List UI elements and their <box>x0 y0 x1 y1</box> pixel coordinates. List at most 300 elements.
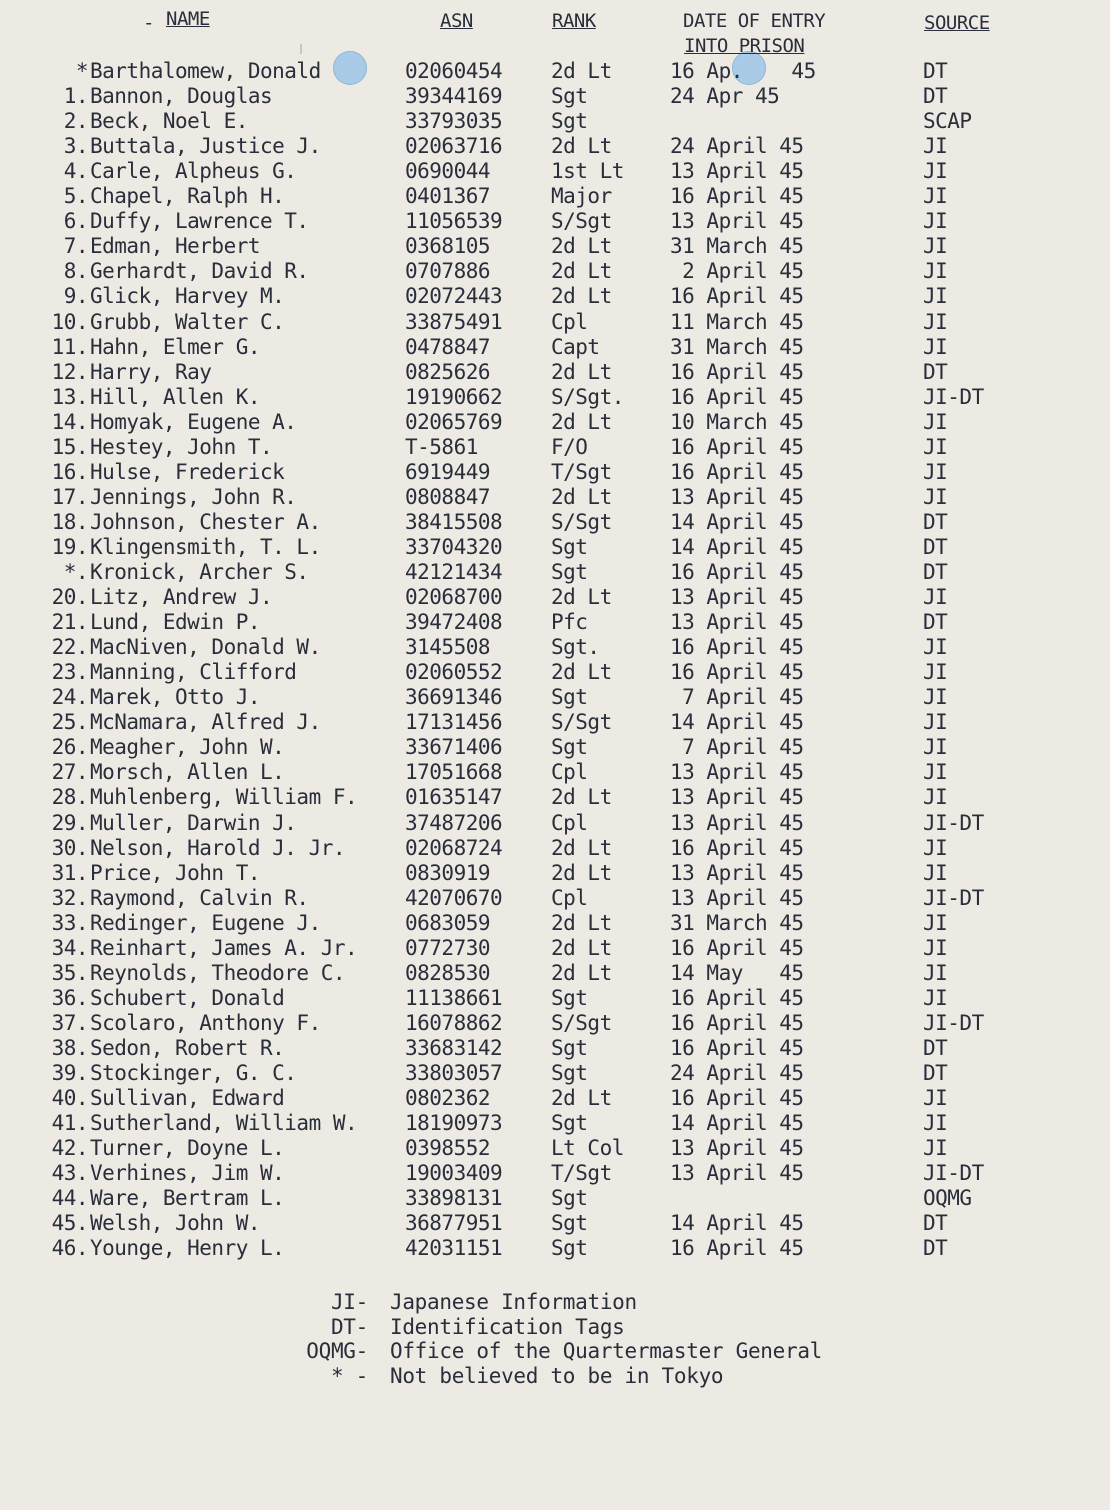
row-rank: S/Sgt <box>551 510 612 534</box>
row-date: 13 April 45 <box>670 760 804 784</box>
row-asn: 33683142 <box>405 1036 503 1060</box>
row-name: Hill, Allen K. <box>90 385 261 409</box>
row-date: 7 April 45 <box>670 735 804 759</box>
row-date: 13 April 45 <box>670 1136 804 1160</box>
row-date: 16 April 45 <box>670 660 804 684</box>
row-name: Harry, Ray <box>90 360 212 384</box>
row-asn: 19190662 <box>405 385 503 409</box>
row-source: JI <box>923 310 948 334</box>
row-number: 15. <box>51 435 88 459</box>
row-number: 32. <box>51 886 88 910</box>
row-date: 16 April 45 <box>670 184 804 208</box>
row-source: DT <box>923 1236 948 1260</box>
row-rank: Sgt <box>551 685 588 709</box>
row-source: JI <box>923 936 948 960</box>
row-asn: 39344169 <box>405 84 503 108</box>
row-number: 9. <box>63 284 88 308</box>
row-source: JI <box>923 685 948 709</box>
row-asn: 36691346 <box>405 685 503 709</box>
row-name: Kronick, Archer S. <box>90 560 309 584</box>
row-source: DT <box>923 560 948 584</box>
row-asn: 33793035 <box>405 109 503 133</box>
row-number: 10. <box>51 310 88 334</box>
row-asn: 19003409 <box>405 1161 503 1185</box>
row-name: Bannon, Douglas <box>90 84 273 108</box>
row-asn: 33803057 <box>405 1061 503 1085</box>
row-number: 45. <box>51 1211 88 1235</box>
row-rank: 2d Lt <box>551 785 612 809</box>
row-source: DT <box>923 610 948 634</box>
row-date: 13 April 45 <box>670 610 804 634</box>
row-date: 16 April 45 <box>670 635 804 659</box>
row-date: 16 April 45 <box>670 936 804 960</box>
row-rank: F/O <box>551 435 588 459</box>
row-asn: 33898131 <box>405 1186 503 1210</box>
row-date: 13 April 45 <box>670 861 804 885</box>
row-rank: Cpl <box>551 760 588 784</box>
row-name: Beck, Noel E. <box>90 109 248 133</box>
header-source: SOURCE <box>924 12 990 34</box>
row-asn: 17131456 <box>405 710 503 734</box>
row-number: 18. <box>51 510 88 534</box>
row-name: Barthalomew, Donald <box>90 59 321 83</box>
row-number: 20. <box>51 585 88 609</box>
row-rank: S/Sgt. <box>551 385 624 409</box>
row-rank: 2d Lt <box>551 861 612 885</box>
row-number: 41. <box>51 1111 88 1135</box>
row-asn: 0802362 <box>405 1086 491 1110</box>
header-rank: RANK <box>552 10 596 32</box>
row-source: JI <box>923 635 948 659</box>
row-asn: 17051668 <box>405 760 503 784</box>
row-source: JI <box>923 861 948 885</box>
row-source: JI-DT <box>923 1011 984 1035</box>
row-number: 36. <box>51 986 88 1010</box>
row-date: 24 April 45 <box>670 1061 804 1085</box>
pencil-mark <box>300 44 302 54</box>
row-number: 26. <box>51 735 88 759</box>
row-asn: 42121434 <box>405 560 503 584</box>
row-source: JI <box>923 335 948 359</box>
row-name: Younge, Henry L. <box>90 1236 285 1260</box>
row-asn: 37487206 <box>405 811 503 835</box>
row-date: 16 Ap. 45 <box>670 59 816 83</box>
row-name: Raymond, Calvin R. <box>90 886 309 910</box>
row-asn: 02060552 <box>405 660 503 684</box>
row-name: Nelson, Harold J. Jr. <box>90 836 346 860</box>
legend-code: JI- <box>330 1290 368 1314</box>
row-name: MacNiven, Donald W. <box>90 635 321 659</box>
row-number: 34. <box>51 936 88 960</box>
row-date: 11 March 45 <box>670 310 804 334</box>
header-date-line1: DATE OF ENTRY <box>683 10 826 32</box>
row-date: 16 April 45 <box>670 836 804 860</box>
row-asn: 36877951 <box>405 1211 503 1235</box>
row-source: JI <box>923 460 948 484</box>
row-name: Buttala, Justice J. <box>90 134 321 158</box>
row-asn: 16078862 <box>405 1011 503 1035</box>
row-number: 25. <box>51 710 88 734</box>
row-date: 16 April 45 <box>670 986 804 1010</box>
row-date: 13 April 45 <box>670 209 804 233</box>
row-name: Verhines, Jim W. <box>90 1161 285 1185</box>
row-date: 14 April 45 <box>670 710 804 734</box>
row-number: 31. <box>51 861 88 885</box>
row-asn: 42070670 <box>405 886 503 910</box>
row-number: 33. <box>51 911 88 935</box>
row-name: Hestey, John T. <box>90 435 273 459</box>
row-number: 40. <box>51 1086 88 1110</box>
row-rank: 2d Lt <box>551 1086 612 1110</box>
row-date: 16 April 45 <box>670 284 804 308</box>
row-name: Muller, Darwin J. <box>90 811 297 835</box>
row-source: DT <box>923 510 948 534</box>
row-number: 19. <box>51 535 88 559</box>
row-number: 6. <box>63 209 88 233</box>
row-source: DT <box>923 1211 948 1235</box>
legend-meaning: Not believed to be in Tokyo <box>390 1364 724 1388</box>
row-source: SCAP <box>923 109 972 133</box>
row-name: Chapel, Ralph H. <box>90 184 285 208</box>
row-source: JI-DT <box>923 1161 984 1185</box>
row-asn: 0398552 <box>405 1136 491 1160</box>
row-rank: Sgt <box>551 1061 588 1085</box>
row-date: 14 May 45 <box>670 961 804 985</box>
header-date-line2: INTO PRISON <box>684 35 805 57</box>
row-rank: 2d Lt <box>551 284 612 308</box>
row-source: JI <box>923 1111 948 1135</box>
row-number: 21. <box>51 610 88 634</box>
row-date: 13 April 45 <box>670 159 804 183</box>
row-rank: Sgt <box>551 1111 588 1135</box>
row-name: Price, John T. <box>90 861 261 885</box>
row-date: 31 March 45 <box>670 911 804 935</box>
row-number: 30. <box>51 836 88 860</box>
row-asn: 33704320 <box>405 535 503 559</box>
header-name: NAME <box>166 8 210 30</box>
row-source: JI <box>923 485 948 509</box>
row-source: JI <box>923 760 948 784</box>
row-name: Muhlenberg, William F. <box>90 785 358 809</box>
row-number: 38. <box>51 1036 88 1060</box>
row-name: Litz, Andrew J. <box>90 585 273 609</box>
row-source: JI <box>923 1136 948 1160</box>
row-source: DT <box>923 535 948 559</box>
row-rank: Cpl <box>551 811 588 835</box>
row-rank: Lt Col <box>551 1136 624 1160</box>
row-number: 2. <box>63 109 88 133</box>
legend-meaning: Identification Tags <box>390 1315 625 1339</box>
row-rank: T/Sgt <box>551 1161 612 1185</box>
row-name: Duffy, Lawrence T. <box>90 209 309 233</box>
row-rank: 2d Lt <box>551 660 612 684</box>
row-asn: 39472408 <box>405 610 503 634</box>
row-name: Reinhart, James A. Jr. <box>90 936 358 960</box>
row-date: 14 April 45 <box>670 1211 804 1235</box>
row-name: Johnson, Chester A. <box>90 510 321 534</box>
row-date: 16 April 45 <box>670 1236 804 1260</box>
row-asn: 0683059 <box>405 911 491 935</box>
row-rank: Sgt <box>551 535 588 559</box>
row-date: 24 April 45 <box>670 134 804 158</box>
row-number: 11. <box>51 335 88 359</box>
row-rank: Sgt <box>551 560 588 584</box>
row-rank: Sgt <box>551 735 588 759</box>
row-date: 13 April 45 <box>670 485 804 509</box>
row-rank: 2d Lt <box>551 360 612 384</box>
row-source: DT <box>923 84 948 108</box>
row-rank: Capt <box>551 335 600 359</box>
row-source: JI <box>923 1086 948 1110</box>
row-date: 16 April 45 <box>670 385 804 409</box>
row-source: JI <box>923 259 948 283</box>
row-source: JI <box>923 735 948 759</box>
row-date: 31 March 45 <box>670 234 804 258</box>
row-source: JI <box>923 911 948 935</box>
row-number: 27. <box>51 760 88 784</box>
row-date: 14 April 45 <box>670 510 804 534</box>
row-number: 7. <box>63 234 88 258</box>
row-name: Reynolds, Theodore C. <box>90 961 346 985</box>
row-rank: 2d Lt <box>551 410 612 434</box>
row-number: 17. <box>51 485 88 509</box>
header-name-prefix: - <box>143 12 154 34</box>
row-rank: 1st Lt <box>551 159 624 183</box>
row-rank: Sgt <box>551 1236 588 1260</box>
row-number: 5. <box>63 184 88 208</box>
row-asn: 38415508 <box>405 510 503 534</box>
row-number: 23. <box>51 660 88 684</box>
row-date: 16 April 45 <box>670 460 804 484</box>
row-rank: Sgt <box>551 109 588 133</box>
row-asn: 33875491 <box>405 310 503 334</box>
row-name: Homyak, Eugene A. <box>90 410 297 434</box>
row-source: JI <box>923 159 948 183</box>
row-number: 44. <box>51 1186 88 1210</box>
row-name: Sedon, Robert R. <box>90 1036 285 1060</box>
row-source: JI <box>923 410 948 434</box>
row-asn: 33671406 <box>405 735 503 759</box>
row-number: 35. <box>51 961 88 985</box>
row-asn: 0808847 <box>405 485 491 509</box>
row-number: 42. <box>51 1136 88 1160</box>
row-name: Hulse, Frederick <box>90 460 285 484</box>
row-rank: S/Sgt <box>551 710 612 734</box>
row-name: Morsch, Allen L. <box>90 760 285 784</box>
row-asn: 0690044 <box>405 159 491 183</box>
row-number: 8. <box>63 259 88 283</box>
row-name: Klingensmith, T. L. <box>90 535 321 559</box>
row-date: 31 March 45 <box>670 335 804 359</box>
row-rank: 2d Lt <box>551 911 612 935</box>
row-name: Stockinger, G. C. <box>90 1061 297 1085</box>
row-date: 13 April 45 <box>670 886 804 910</box>
row-rank: 2d Lt <box>551 134 612 158</box>
row-source: JI <box>923 184 948 208</box>
row-name: Meagher, John W. <box>90 735 285 759</box>
row-date: 14 April 45 <box>670 1111 804 1135</box>
row-name: Sullivan, Edward <box>90 1086 285 1110</box>
row-number: 43. <box>51 1161 88 1185</box>
row-name: Marek, Otto J. <box>90 685 261 709</box>
row-rank: 2d Lt <box>551 836 612 860</box>
row-name: Hahn, Elmer G. <box>90 335 261 359</box>
row-date: 13 April 45 <box>670 1161 804 1185</box>
row-number: 46. <box>51 1236 88 1260</box>
row-asn: 02060454 <box>405 59 503 83</box>
row-date: 16 April 45 <box>670 1011 804 1035</box>
row-source: DT <box>923 1061 948 1085</box>
row-number: 12. <box>51 360 88 384</box>
row-asn: 0772730 <box>405 936 491 960</box>
row-source: JI <box>923 961 948 985</box>
row-source: JI <box>923 836 948 860</box>
row-date: 16 April 45 <box>670 1086 804 1110</box>
row-name: Ware, Bertram L. <box>90 1186 285 1210</box>
legend-code: OQMG- <box>306 1339 368 1363</box>
punch-hole-left <box>333 51 367 85</box>
row-asn: 02068724 <box>405 836 503 860</box>
row-name: Redinger, Eugene J. <box>90 911 321 935</box>
legend-code: DT- <box>330 1315 368 1339</box>
row-name: Gerhardt, David R. <box>90 259 309 283</box>
row-source: JI <box>923 435 948 459</box>
row-rank: 2d Lt <box>551 259 612 283</box>
row-source: DT <box>923 360 948 384</box>
row-number: 29. <box>51 811 88 835</box>
row-name: Sutherland, William W. <box>90 1111 358 1135</box>
row-asn: 0830919 <box>405 861 491 885</box>
row-name: Scolaro, Anthony F. <box>90 1011 321 1035</box>
row-rank: Major <box>551 184 612 208</box>
row-number: 4. <box>63 159 88 183</box>
row-date: 16 April 45 <box>670 360 804 384</box>
row-name: Grubb, Walter C. <box>90 310 285 334</box>
row-asn: 0825626 <box>405 360 491 384</box>
row-rank: T/Sgt <box>551 460 612 484</box>
row-source: JI <box>923 134 948 158</box>
row-date: 24 Apr 45 <box>670 84 780 108</box>
row-rank: 2d Lt <box>551 234 612 258</box>
row-source: JI <box>923 284 948 308</box>
row-name: Glick, Harvey M. <box>90 284 285 308</box>
row-asn: T-5861 <box>405 435 478 459</box>
row-asn: 02068700 <box>405 585 503 609</box>
row-asn: 11056539 <box>405 209 503 233</box>
row-rank: Sgt <box>551 986 588 1010</box>
row-number: 1. <box>63 84 88 108</box>
row-asn: 0828530 <box>405 961 491 985</box>
row-asn: 0401367 <box>405 184 491 208</box>
row-number: 24. <box>51 685 88 709</box>
row-name: McNamara, Alfred J. <box>90 710 321 734</box>
row-source: JI <box>923 785 948 809</box>
row-asn: 42031151 <box>405 1236 503 1260</box>
row-number: *. <box>63 560 88 584</box>
row-name: Welsh, John W. <box>90 1211 261 1235</box>
row-rank: Sgt. <box>551 635 600 659</box>
row-number: 22. <box>51 635 88 659</box>
row-number: * <box>75 59 88 83</box>
row-rank: Cpl <box>551 310 588 334</box>
row-date: 16 April 45 <box>670 560 804 584</box>
row-date: 13 April 45 <box>670 785 804 809</box>
row-source: JI <box>923 710 948 734</box>
row-source: DT <box>923 1036 948 1060</box>
row-rank: Cpl <box>551 886 588 910</box>
row-number: 37. <box>51 1011 88 1035</box>
row-number: 13. <box>51 385 88 409</box>
row-asn: 0707886 <box>405 259 491 283</box>
row-date: 10 March 45 <box>670 410 804 434</box>
row-asn: 18190973 <box>405 1111 503 1135</box>
row-number: 39. <box>51 1061 88 1085</box>
row-asn: 02072443 <box>405 284 503 308</box>
row-name: Manning, Clifford <box>90 660 297 684</box>
row-rank: 2d Lt <box>551 961 612 985</box>
row-source: JI <box>923 660 948 684</box>
row-rank: Sgt <box>551 1036 588 1060</box>
row-name: Jennings, John R. <box>90 485 297 509</box>
row-number: 14. <box>51 410 88 434</box>
row-asn: 02065769 <box>405 410 503 434</box>
row-rank: S/Sgt <box>551 209 612 233</box>
row-asn: 3145508 <box>405 635 491 659</box>
row-asn: 02063716 <box>405 134 503 158</box>
header-asn: ASN <box>440 10 473 32</box>
row-rank: S/Sgt <box>551 1011 612 1035</box>
row-source: JI-DT <box>923 886 984 910</box>
row-number: 16. <box>51 460 88 484</box>
row-source: JI-DT <box>923 385 984 409</box>
row-rank: 2d Lt <box>551 59 612 83</box>
row-asn: 01635147 <box>405 785 503 809</box>
row-asn: 11138661 <box>405 986 503 1010</box>
row-date: 16 April 45 <box>670 435 804 459</box>
row-rank: 2d Lt <box>551 585 612 609</box>
row-rank: Sgt <box>551 84 588 108</box>
row-name: Schubert, Donald <box>90 986 285 1010</box>
row-number: 28. <box>51 785 88 809</box>
row-name: Edman, Herbert <box>90 234 261 258</box>
row-rank: 2d Lt <box>551 485 612 509</box>
row-name: Turner, Doyne L. <box>90 1136 285 1160</box>
row-asn: 6919449 <box>405 460 491 484</box>
legend-code: * - <box>330 1364 368 1388</box>
row-date: 13 April 45 <box>670 585 804 609</box>
row-date: 14 April 45 <box>670 535 804 559</box>
row-source: JI-DT <box>923 811 984 835</box>
row-source: JI <box>923 209 948 233</box>
row-source: OQMG <box>923 1186 972 1210</box>
row-asn: 0478847 <box>405 335 491 359</box>
row-rank: Pfc <box>551 610 588 634</box>
row-source: JI <box>923 986 948 1010</box>
row-date: 2 April 45 <box>670 259 804 283</box>
row-number: 3. <box>63 134 88 158</box>
row-source: JI <box>923 585 948 609</box>
row-rank: Sgt <box>551 1186 588 1210</box>
row-asn: 0368105 <box>405 234 491 258</box>
row-name: Carle, Alpheus G. <box>90 159 297 183</box>
row-source: DT <box>923 59 948 83</box>
legend-meaning: Office of the Quartermaster General <box>390 1339 823 1363</box>
row-date: 13 April 45 <box>670 811 804 835</box>
legend-meaning: Japanese Information <box>390 1290 637 1314</box>
row-date: 7 April 45 <box>670 685 804 709</box>
row-name: Lund, Edwin P. <box>90 610 261 634</box>
row-date: 16 April 45 <box>670 1036 804 1060</box>
